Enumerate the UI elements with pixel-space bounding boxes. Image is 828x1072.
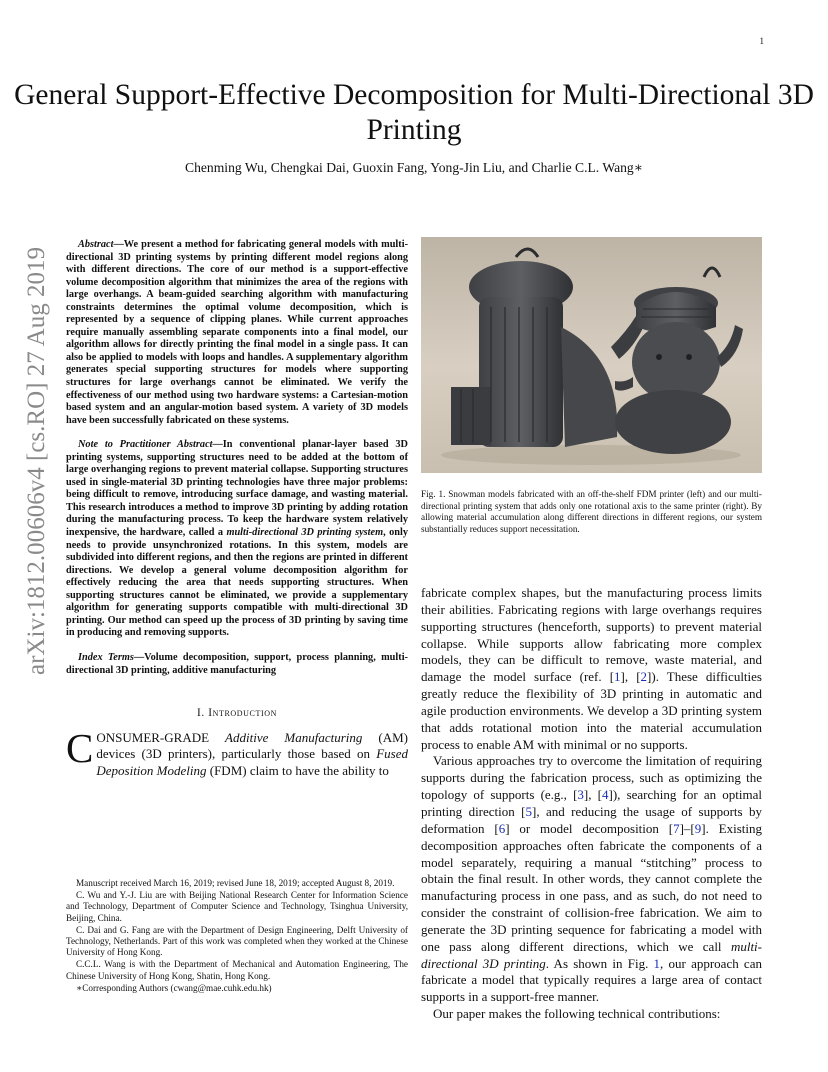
arxiv-sidebar-stamp <box>14 245 54 675</box>
citation-link[interactable]: 9 <box>694 820 702 836</box>
footnote: ∗Corresponding Authors (cwang@mae.cuhk.edu.hk) <box>76 982 272 993</box>
citation-link[interactable]: 3 <box>577 787 584 803</box>
intro-paragraph <box>66 724 408 780</box>
emphasis: multi-directional 3D printing <box>421 938 762 971</box>
left-column <box>66 239 408 779</box>
intro-text-3: (FDM) claim to have the ability to <box>206 762 389 778</box>
index-terms-label: Index Terms <box>78 651 134 663</box>
body-paragraph: Our paper makes the following technical contributions: <box>433 1006 721 1022</box>
citation-link[interactable]: 5 <box>525 803 532 819</box>
note-text-1: —In conventional planar-layer based 3D printing systems, supporting structures need to be added at the bottom of large overhanging regions to prevent material collapse. Supporting structures used in single-material 3D printing technologies have three major problems: being difficult to remove, introducing surface damage, and wasting material. This research introduces a method to improve 3D printing by adding rotation during the manufacturing process. To keep the hardware system relatively inexpensive, the hardware, called a <box>66 439 408 539</box>
body-paragraph <box>421 753 762 1006</box>
footnote: C.C.L. Wang is with the Department of Mechanical and Automation Engineering, The Chinese University of Hong Kong, Shatin, Hong Kong. <box>66 959 408 981</box>
text-run: ]), searching for an optimal printing direction [ <box>421 787 762 819</box>
author-list: Chenming Wu, Chengkai Dai, Guoxin Fang, Yong-Jin Liu, and Charlie C.L. Wang∗ <box>185 160 643 175</box>
text-run: ] or model decomposition [ <box>505 820 674 836</box>
text-run: . As shown in Fig. <box>545 955 654 971</box>
page-number: 1 <box>759 36 764 46</box>
right-column-body <box>421 585 762 1023</box>
citation-link[interactable]: 4 <box>602 787 609 803</box>
figure-1-caption: Fig. 1. Snowman models fabricated with an off-the-shelf FDM printer (left) and our multi-directional printing system that adds only one rotational axis to the same printer (right). By allowing material accumulation along different directions in different regions, our system substantially reduces support necessitation. <box>421 489 762 534</box>
note-text-2: , only needs to provide unsynchronized rotations. In this system, models are subdivided into different regions, and then the regions are printed in different directions. We develop a general volume decomposition algorithm for effectively reducing the area that needs supporting structures. When supporting structures cannot be eliminated, we provide a supplementary algorithm for generating supports compatible with multi-directional 3D printing. Our method can speed up the process of 3D printing by saving time in producing and removing supports. <box>66 527 408 639</box>
citation-link[interactable]: 1 <box>614 669 621 685</box>
citation-link[interactable]: 2 <box>640 669 648 685</box>
body-paragraph <box>421 585 762 753</box>
intro-emph-1: Additive Manufacturing <box>225 729 363 745</box>
drop-cap: C <box>66 724 94 771</box>
footnotes <box>66 878 408 995</box>
text-run: Various approaches try to overcome the limitation of requiring supports during the fabrication process, such as optimizing the topology of supports (e.g., [ <box>421 753 762 803</box>
snowman-photo <box>421 237 762 473</box>
text-run: ], and reducing the usage of supports by deformation [ <box>421 803 762 836</box>
text-run: fabricate complex shapes, but the manufacturing process limits their abilities. Fabricating regions with large overhangs requires supporting structures (henceforth, supports) to prevent material collapse. While supports allow fabricating more complex models, they can be difficult to remove, waste material, and damage the model surface (ref. [ <box>421 585 762 685</box>
text-run: ]). These difficulties greatly reduce the flexibility of 3D printing in automatic and agile production environments. We develop a 3D printing system that adds rotational motion into the material accumulation process to enable AM with minimal or no supports. <box>421 669 762 752</box>
arxiv-identifier: arXiv:1812.00606v4 [cs.RO] 27 Aug 2019 <box>23 247 50 675</box>
abstract <box>66 239 408 427</box>
note-label: Note to Practitioner Abstract <box>78 439 213 451</box>
note-to-practitioner <box>66 439 408 640</box>
footnote: C. Wu and Y.-J. Liu are with Beijing National Research Center for Information Science and Technology, Department of Computer Science and Technology, Tsinghua University, Beijing, China. <box>66 889 408 923</box>
paper-title: General Support-Effective Decomposition for Multi-Directional 3D Printing <box>14 79 814 146</box>
abstract-text: —We present a method for fabricating general models with multi-directional 3D printing systems by printing different model regions along with different directions. The core of our method is a support-effective volume decomposition algorithm that minimizes the area of the regions with large overhangs. A beam-guided searching algorithm with manufacturing constraints determines the optimal volume decomposition, which is represented by a sequence of clipping planes. While current approaches require manually assembling separate components into a final model, our algorithm allows for directly printing the final model in a single pass. It can also be applied to models with loops and handles. A supplementary algorithm generates special supporting structures for models where supporting structures for large overhangs cannot be eliminated. We verify the effectiveness of our method using two hardware systems: a Cartesian-motion based system and an angular-motion based system. A variety of 3D models have been successfully fabricated on these systems. <box>66 239 408 426</box>
intro-text-2: (AM) devices (3D printers), particularly those based on <box>96 729 408 762</box>
footnote: C. Dai and G. Fang are with the Department of Design Engineering, Delft University of Technology, Netherlands. Part of this work was completed when they worked at the Chinese University of Hong Kong. <box>66 924 408 958</box>
index-terms-text: —Volume decomposition, support, process planning, multi-directional 3D printing, additive manufacturing <box>66 651 408 676</box>
text-run: ]–[ <box>679 820 695 836</box>
abstract-label: Abstract <box>78 239 114 250</box>
section-heading-introduction <box>66 707 408 720</box>
text-run: ], [ <box>583 787 602 803</box>
text-run: ]. Existing decomposition approaches often fabricate the components of a model separately, requiring a manual “stitching” process to obtain the final result. In other words, they cannot complete the manufacturing process in one pass, and as such, do not need to consider the constraint of collision-free fabrication. We aim to generate the 3D printing sequence for fabricating a model with one pass along different directions, which we call <box>421 820 762 954</box>
note-emphasis: multi-directional 3D printing system <box>226 527 384 539</box>
intro-heading-text: I. Introduction <box>197 707 277 720</box>
citation-link[interactable]: 7 <box>673 820 680 836</box>
figure-1-photo <box>421 237 762 473</box>
arxiv-sidebar-svg <box>14 245 54 675</box>
figure-link[interactable]: 1 <box>653 955 661 971</box>
text-run: ], [ <box>620 669 641 685</box>
intro-text-1: ONSUMER-GRADE <box>96 729 226 745</box>
text-run: , our approach can fabricate a model that typically requires a large area of contact supports in a support-free manner. <box>421 955 762 1005</box>
index-terms <box>66 652 408 677</box>
citation-link[interactable]: 6 <box>498 820 506 836</box>
footnote: Manuscript received March 16, 2019; revised June 18, 2019; accepted August 8, 2019. <box>76 878 395 888</box>
intro-emph-2: Fused Deposition Modeling <box>96 746 408 778</box>
